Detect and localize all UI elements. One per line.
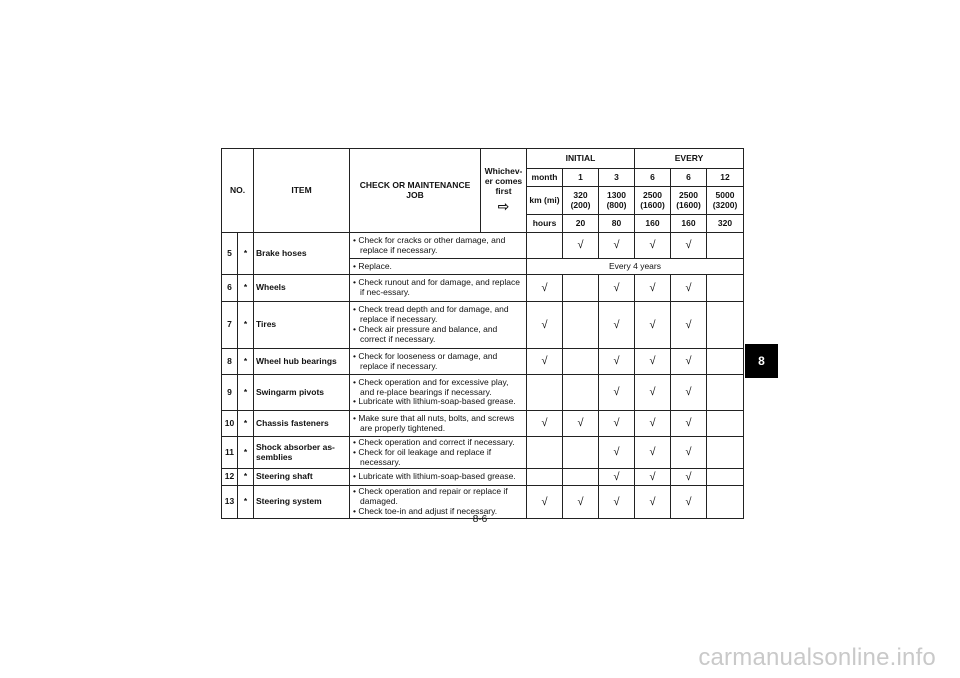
job-line	[352, 414, 524, 434]
table-row	[222, 275, 744, 302]
maintenance-table	[221, 148, 744, 519]
header-item: ITEM	[254, 149, 350, 233]
check-cell: √	[527, 349, 563, 375]
row-star: *	[238, 233, 254, 275]
check-cell: √	[671, 275, 707, 302]
row-star: *	[238, 411, 254, 437]
job-text: Lubricate with lithium-soap-based grease.	[358, 471, 516, 482]
header-job: CHECK OR MAINTENANCE JOB	[350, 149, 481, 233]
job-line	[352, 305, 524, 325]
row-job	[350, 233, 527, 259]
table-row	[222, 411, 744, 437]
check-cell: √	[671, 486, 707, 518]
check-cell	[527, 233, 563, 259]
job-text: Check for oil leakage and replace if necessary.	[358, 446, 492, 467]
interval-label: km (mi)	[527, 187, 563, 215]
interval-value: 6	[671, 169, 707, 187]
job-text: Check operation and repair or replace if damaged.	[358, 486, 508, 507]
interval-value: 2500 (1600)	[635, 187, 671, 215]
row-star: *	[238, 349, 254, 375]
row-job	[350, 349, 527, 375]
row-job	[350, 302, 527, 349]
row-star: *	[238, 275, 254, 302]
row-job	[350, 437, 527, 469]
row-item: Steering system	[254, 486, 350, 518]
check-cell	[707, 233, 744, 259]
job-line	[352, 352, 524, 372]
row-item: Steering shaft	[254, 469, 350, 486]
header-initial: INITIAL	[527, 149, 635, 169]
check-cell: √	[635, 349, 671, 375]
check-cell: √	[635, 233, 671, 259]
row-star: *	[238, 469, 254, 486]
bullet: •	[353, 376, 356, 387]
whichever-label: Whichev-er comes first	[484, 166, 523, 196]
header-whichever	[481, 149, 527, 233]
row-no: 5	[222, 233, 238, 275]
check-cell	[527, 375, 563, 411]
row-no: 11	[222, 437, 238, 469]
job-text: Check for looseness or damage, and replace if necessary.	[358, 350, 498, 371]
row-no: 7	[222, 302, 238, 349]
check-cell	[527, 469, 563, 486]
job-line	[352, 487, 524, 507]
row-no: 10	[222, 411, 238, 437]
check-cell	[563, 349, 599, 375]
job-line	[352, 378, 524, 398]
interval-value: 160	[671, 215, 707, 233]
check-cell	[563, 302, 599, 349]
row-no: 13	[222, 486, 238, 518]
interval-value: 5000 (3200)	[707, 187, 744, 215]
header-every: EVERY	[635, 149, 744, 169]
row-item: Chassis fasteners	[254, 411, 350, 437]
check-cell: √	[635, 486, 671, 518]
check-cell	[707, 437, 744, 469]
job-line	[352, 262, 524, 272]
check-cell: √	[635, 411, 671, 437]
check-cell: √	[563, 233, 599, 259]
row-item: Wheels	[254, 275, 350, 302]
bullet: •	[353, 396, 356, 407]
row-job	[350, 375, 527, 411]
row-item: Brake hoses	[254, 233, 350, 275]
check-cell: √	[599, 233, 635, 259]
check-cell: √	[635, 275, 671, 302]
job-line	[352, 278, 524, 298]
interval-value: 12	[707, 169, 744, 187]
check-cell	[563, 275, 599, 302]
job-text: Check air pressure and balance, and correct if necessary.	[358, 324, 498, 344]
table-row	[222, 302, 744, 349]
check-cell: √	[527, 486, 563, 518]
job-text: Check operation and for excessive play, and re-place bearings if necessary.	[358, 376, 509, 397]
bullet: •	[353, 260, 356, 271]
check-cell: √	[527, 302, 563, 349]
job-text: Check for cracks or other damage, and replace if necessary.	[358, 234, 506, 255]
row-item: Tires	[254, 302, 350, 349]
row-no: 12	[222, 469, 238, 486]
table-row	[222, 437, 744, 469]
check-cell	[707, 349, 744, 375]
job-line	[352, 397, 524, 407]
row-no: 6	[222, 275, 238, 302]
job-text: Make sure that all nuts, bolts, and screws are properly tightened.	[358, 412, 515, 433]
check-cell: √	[635, 375, 671, 411]
check-cell	[707, 375, 744, 411]
interval-value: 1	[563, 169, 599, 187]
page-number: 8-6	[472, 514, 488, 525]
interval-value: 320 (200)	[563, 187, 599, 215]
row-job	[350, 469, 527, 486]
check-cell: √	[599, 275, 635, 302]
check-cell: √	[671, 411, 707, 437]
row-star: *	[238, 375, 254, 411]
job-text: Check runout and for damage, and replace if nec-essary.	[358, 277, 520, 297]
check-cell: √	[671, 375, 707, 411]
check-cell: √	[599, 411, 635, 437]
check-cell	[707, 411, 744, 437]
interval-value: 20	[563, 215, 599, 233]
interval-value: 160	[635, 215, 671, 233]
check-cell: √	[599, 486, 635, 518]
bullet: •	[353, 505, 356, 516]
check-cell: √	[599, 437, 635, 469]
job-text: Replace.	[358, 260, 392, 271]
job-line	[352, 236, 524, 256]
check-cell: √	[671, 302, 707, 349]
row-star: *	[238, 302, 254, 349]
row-no: 8	[222, 349, 238, 375]
interval-value: 6	[635, 169, 671, 187]
interval-value: 80	[599, 215, 635, 233]
check-cell: √	[527, 411, 563, 437]
header-no: NO.	[222, 149, 254, 233]
check-cell: √	[599, 469, 635, 486]
check-cell	[563, 375, 599, 411]
job-text: Lubricate with lithium-soap-based grease.	[358, 396, 516, 407]
bullet: •	[353, 412, 356, 423]
row-star: *	[238, 486, 254, 518]
check-cell: √	[635, 437, 671, 469]
interval-label: month	[527, 169, 563, 187]
row-item: Wheel hub bearings	[254, 349, 350, 375]
watermark: carmanualsonline.info	[698, 644, 936, 671]
check-cell: √	[671, 349, 707, 375]
check-cell	[707, 275, 744, 302]
check-cell: √	[671, 233, 707, 259]
row-job	[350, 275, 527, 302]
job-line	[352, 472, 524, 482]
table-row	[222, 469, 744, 486]
check-cell	[563, 437, 599, 469]
check-cell: √	[599, 375, 635, 411]
interval-value: 320	[707, 215, 744, 233]
interval-value: 1300 (800)	[599, 187, 635, 215]
check-cell: √	[599, 302, 635, 349]
bullet: •	[353, 350, 356, 361]
check-cell: √	[599, 349, 635, 375]
bullet: •	[353, 234, 356, 245]
check-cell: √	[635, 469, 671, 486]
bullet: •	[353, 471, 356, 482]
bullet: •	[353, 324, 356, 334]
check-cell: √	[635, 302, 671, 349]
row-item: Shock absorber as-semblies	[254, 437, 350, 469]
check-cell	[527, 437, 563, 469]
row-no: 9	[222, 375, 238, 411]
interval-value: 3	[599, 169, 635, 187]
job-text: Check toe-in and adjust if necessary.	[358, 505, 498, 516]
row-job	[350, 259, 527, 275]
chapter-tab: 8	[745, 344, 778, 378]
check-cell	[707, 302, 744, 349]
row-star: *	[238, 437, 254, 469]
row-job	[350, 411, 527, 437]
bullet: •	[353, 304, 356, 315]
table-row	[222, 349, 744, 375]
bullet: •	[353, 437, 356, 447]
check-cell: √	[563, 486, 599, 518]
check-cell	[563, 469, 599, 486]
interval-value: 2500 (1600)	[671, 187, 707, 215]
job-line	[352, 448, 524, 468]
arrow-right-icon: ⇨	[497, 197, 510, 214]
check-cell: √	[671, 437, 707, 469]
job-line	[352, 325, 524, 345]
check-cell: √	[527, 275, 563, 302]
job-text: Check tread depth and for damage, and replace if necessary.	[358, 304, 509, 325]
bullet: •	[353, 486, 356, 497]
bullet: •	[353, 446, 356, 457]
bullet: •	[353, 277, 356, 288]
table-row	[222, 375, 744, 411]
interval-label: hours	[527, 215, 563, 233]
check-cell: √	[563, 411, 599, 437]
check-cell	[707, 469, 744, 486]
check-cell: √	[671, 469, 707, 486]
row-item: Swingarm pivots	[254, 375, 350, 411]
job-text: Check operation and correct if necessary.	[358, 437, 515, 447]
table-row	[222, 233, 744, 259]
every-4-years: Every 4 years	[527, 259, 744, 275]
